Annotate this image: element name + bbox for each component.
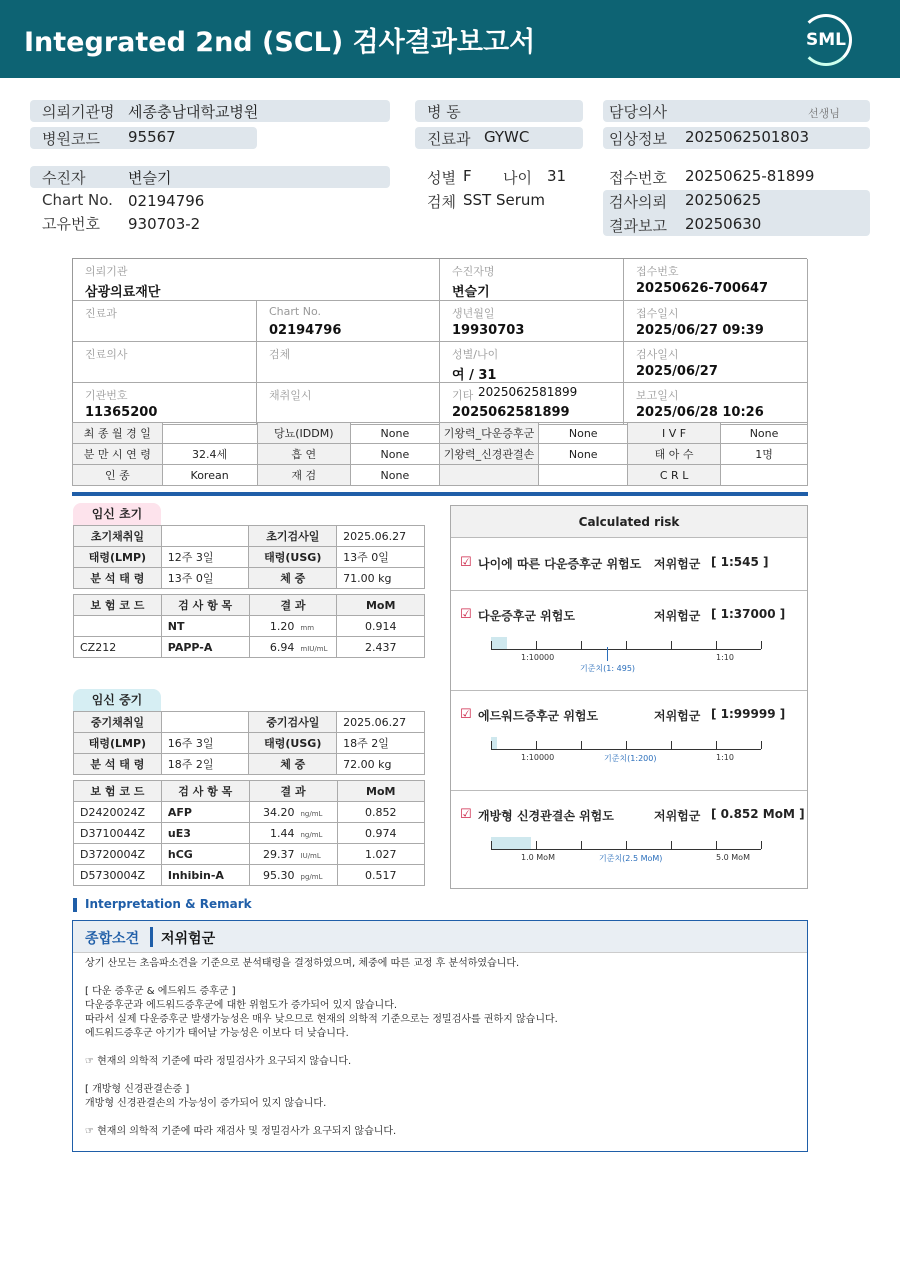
checkbox-icon: ☑ xyxy=(460,807,472,822)
info-cell: 초기검사일 xyxy=(249,526,337,547)
remark-line: 따라서 실제 다운증후군 발생가능성은 매우 낮으므로 현재의 의학적 기준으로는 정밀검사를 권하지 않습니다. xyxy=(85,1014,558,1025)
result-unit: pg/mL xyxy=(300,872,323,881)
result-code: D3720004Z xyxy=(74,844,162,865)
history-cell: 인 종 xyxy=(73,465,163,486)
result-value xyxy=(249,865,337,886)
result-code: D5730004Z xyxy=(74,865,162,886)
ino-label: 기관번호 xyxy=(85,389,128,402)
scale-reference-label: 기준치(1: 495) xyxy=(580,664,636,673)
info-cell: 18주 2일 xyxy=(161,754,249,775)
risk-tick xyxy=(671,641,672,649)
info-row xyxy=(74,568,425,589)
rdt-value: 2025/06/27 09:39 xyxy=(636,323,764,338)
history-row xyxy=(73,465,808,486)
info-row xyxy=(74,733,425,754)
risk-tick xyxy=(626,641,627,649)
result-row xyxy=(74,616,425,637)
result-number: 6.94 xyxy=(269,640,295,654)
spec-label: 검체 xyxy=(427,193,456,211)
inst-label: 의뢰기관명 xyxy=(42,103,115,121)
first-info-table xyxy=(73,525,425,589)
info-cell: 12주 3일 xyxy=(161,547,249,568)
info-cell: 체 중 xyxy=(249,754,337,775)
rcv-value: 20250625-81899 xyxy=(685,167,815,185)
result-row xyxy=(74,823,425,844)
result-header-row xyxy=(74,595,425,616)
result-mom: 0.974 xyxy=(337,823,425,844)
history-cell: None xyxy=(350,465,439,486)
scale-reference-label: 기준치(1:200) xyxy=(604,754,657,763)
risk-grade: 저위험군 xyxy=(654,609,701,623)
remark-line: ☞ 현재의 의학적 기준에 따라 재검사 및 정밀검사가 요구되지 않습니다. xyxy=(85,1126,397,1137)
risk-title: Calculated risk xyxy=(451,506,807,538)
risk-tick xyxy=(581,741,582,749)
result-number: 1.20 xyxy=(269,619,295,633)
risk-tick xyxy=(716,741,717,749)
org-value: 삼광의료재단 xyxy=(85,285,161,300)
result-header-cell: 보 험 코 드 xyxy=(74,781,162,802)
sex-value: F xyxy=(463,167,472,185)
etc-label: 기타 xyxy=(452,389,474,402)
risk-tick xyxy=(761,641,762,649)
history-cell: 재 검 xyxy=(257,465,350,486)
info-cell: 71.00 kg xyxy=(337,568,425,589)
risk-tick xyxy=(491,641,492,649)
scale-right-label: 5.0 MoM xyxy=(716,853,750,862)
risk-tick xyxy=(491,741,492,749)
ino-value: 11365200 xyxy=(85,405,158,420)
risk-tick xyxy=(671,841,672,849)
history-cell: 32.4세 xyxy=(162,444,257,465)
code-label: 병원코드 xyxy=(42,130,100,148)
divider xyxy=(72,492,808,496)
result-row xyxy=(74,802,425,823)
result-header-cell: MoM xyxy=(337,595,425,616)
risk-item xyxy=(451,691,807,791)
rno-label: 접수번호 xyxy=(636,265,679,278)
info-cell: 13주 0일 xyxy=(337,547,425,568)
remark-line: ☞ 현재의 의학적 기준에 따라 정밀검사가 요구되지 않습니다. xyxy=(85,1056,352,1067)
history-row xyxy=(73,423,808,444)
result-code: D3710044Z xyxy=(74,823,162,844)
history-cell: 당뇨(IDDM) xyxy=(257,423,350,444)
result-number: 29.37 xyxy=(263,847,295,861)
history-cell: 기왕력_다운증후군 xyxy=(439,423,539,444)
box-doc-label: 진료의사 xyxy=(85,348,128,361)
risk-grade: 저위험군 xyxy=(654,557,701,571)
etc-top-value: 2025062581899 xyxy=(478,385,578,399)
first-result-table xyxy=(73,594,425,658)
dob-value: 19930703 xyxy=(452,323,525,338)
report-title: Integrated 2nd (SCL) 검사결과보고서 xyxy=(24,27,536,58)
info-cell: 분 석 태 령 xyxy=(74,568,162,589)
sex-label: 성별 xyxy=(427,169,456,187)
risk-tick xyxy=(671,741,672,749)
doc-label: 담당의사 xyxy=(609,103,667,121)
risk-bar-fill xyxy=(491,637,507,649)
info-cell: 태령(LMP) xyxy=(74,547,162,568)
clin-value: 2025062501803 xyxy=(685,128,810,146)
history-cell: 흡 연 xyxy=(257,444,350,465)
risk-value: [ 1:37000 ] xyxy=(711,607,786,621)
col-label: 채취일시 xyxy=(269,389,312,402)
risk-grade: 저위험군 xyxy=(654,709,701,723)
pt-value: 변슬기 xyxy=(128,169,172,187)
age-value: 31 xyxy=(547,167,567,185)
remark-marker xyxy=(73,898,77,912)
result-header-cell: 결 과 xyxy=(249,595,337,616)
remark-result: 저위험군 xyxy=(161,931,216,947)
remark-line xyxy=(85,971,558,985)
risk-scale xyxy=(491,849,761,850)
remark-line: 다운증후군과 에드워드증후군에 대한 위험도가 증가되어 있지 않습니다. xyxy=(85,1000,398,1011)
history-table xyxy=(72,422,808,486)
info-cell: 16주 3일 xyxy=(161,733,249,754)
box-dept-label: 진료과 xyxy=(85,307,117,320)
result-value xyxy=(249,616,337,637)
history-cell: 분 만 시 연 령 xyxy=(73,444,163,465)
scale-right-label: 1:10 xyxy=(716,653,734,662)
remark-line: [ 다운 증후군 & 에드워드 증후군 ] xyxy=(85,986,236,997)
result-row xyxy=(74,844,425,865)
risk-scale xyxy=(491,749,761,750)
result-header-row xyxy=(74,781,425,802)
result-mom: 2.437 xyxy=(337,637,425,658)
history-cell: None xyxy=(721,423,808,444)
risk-bar-fill xyxy=(491,837,531,849)
result-value xyxy=(249,823,337,844)
history-cell: I V F xyxy=(628,423,721,444)
history-cell: 기왕력_신경관결손 xyxy=(439,444,539,465)
clin-label: 임상정보 xyxy=(609,130,667,148)
chart-label: Chart No. xyxy=(42,191,113,209)
risk-tick xyxy=(716,641,717,649)
info-cell xyxy=(161,712,249,733)
result-unit: ng/mL xyxy=(300,830,323,839)
result-header-cell: 보 험 코 드 xyxy=(74,595,162,616)
rcv-label: 접수번호 xyxy=(609,169,667,187)
risk-scale xyxy=(491,649,761,650)
history-row xyxy=(73,444,808,465)
risk-tick xyxy=(581,841,582,849)
info-cell: 2025.06.27 xyxy=(337,712,425,733)
risk-name: 에드워드증후군 위험도 xyxy=(478,709,599,723)
result-value xyxy=(249,802,337,823)
history-cell xyxy=(539,465,628,486)
result-item: PAPP-A xyxy=(161,637,249,658)
dept-label: 진료과 xyxy=(427,130,471,148)
org-label: 의뢰기관 xyxy=(85,265,128,278)
first-tag: 임신 초기 xyxy=(73,503,161,525)
box-chart-value: 02194796 xyxy=(269,323,342,338)
rpdt-value: 2025/06/28 10:26 xyxy=(636,405,764,420)
result-item: NT xyxy=(161,616,249,637)
result-row xyxy=(74,865,425,886)
history-cell: None xyxy=(539,444,628,465)
scale-left-label: 1:10000 xyxy=(521,653,555,662)
sml-logo: SML xyxy=(800,14,852,66)
dept-value: GYWC xyxy=(484,128,530,146)
info-cell: 2025.06.27 xyxy=(337,526,425,547)
sa-label: 성별/나이 xyxy=(452,348,499,361)
name-value: 변슬기 xyxy=(452,285,490,300)
result-item: AFP xyxy=(161,802,249,823)
info-cell: 중기채취일 xyxy=(74,712,162,733)
remark-line: [ 개방형 신경관결손증 ] xyxy=(85,1084,190,1095)
patient-box xyxy=(72,258,807,424)
checkbox-icon: ☑ xyxy=(460,607,472,622)
chart-value: 02194796 xyxy=(128,192,205,210)
info-cell: 태령(LMP) xyxy=(74,733,162,754)
result-code: CZ212 xyxy=(74,637,162,658)
risk-value: [ 1:99999 ] xyxy=(711,707,786,721)
uid-label: 고유번호 xyxy=(42,215,100,233)
tdt-label: 검사일시 xyxy=(636,348,679,361)
result-mom: 0.517 xyxy=(337,865,425,886)
history-cell xyxy=(439,465,539,486)
rpt-label: 결과보고 xyxy=(609,217,667,235)
result-unit: ng/mL xyxy=(300,809,323,818)
result-code: D2420024Z xyxy=(74,802,162,823)
info-cell: 태령(USG) xyxy=(249,733,337,754)
result-mom: 0.914 xyxy=(337,616,425,637)
remark-text xyxy=(85,957,558,1139)
risk-tick xyxy=(536,841,537,849)
result-mom: 0.852 xyxy=(337,802,425,823)
second-info-table xyxy=(73,711,425,775)
rdt-label: 접수일시 xyxy=(636,307,679,320)
age-label: 나이 xyxy=(503,169,532,187)
rno-value: 20250626-700647 xyxy=(636,281,769,296)
result-header-cell: MoM xyxy=(337,781,425,802)
risk-name: 나이에 따른 다운증후군 위험도 xyxy=(478,557,642,571)
risk-tick xyxy=(716,841,717,849)
history-cell xyxy=(721,465,808,486)
result-code xyxy=(74,616,162,637)
remark-section: Interpretation & Remark xyxy=(85,897,252,911)
inst-value: 세종충남대학교병원 xyxy=(128,103,259,121)
risk-tick xyxy=(536,741,537,749)
risk-item xyxy=(451,591,807,691)
pt-label: 수진자 xyxy=(42,169,86,187)
result-unit: IU/mL xyxy=(300,851,321,860)
remark-line xyxy=(85,1069,558,1083)
scale-left-label: 1.0 MoM xyxy=(521,853,555,862)
info-cell: 초기채취일 xyxy=(74,526,162,547)
result-unit: mIU/mL xyxy=(300,644,328,653)
scale-reference-label: 기준치(2.5 MoM) xyxy=(599,854,663,863)
risk-value: [ 0.852 MoM ] xyxy=(711,807,805,821)
second-result-table xyxy=(73,780,425,886)
spec-value: SST Serum xyxy=(463,191,546,209)
history-cell: 태 아 수 xyxy=(628,444,721,465)
req-label: 검사의뢰 xyxy=(609,193,667,211)
history-cell: Korean xyxy=(162,465,257,486)
checkbox-icon: ☑ xyxy=(460,707,472,722)
risk-name: 다운증후군 위험도 xyxy=(478,609,575,623)
info-cell: 13주 0일 xyxy=(161,568,249,589)
history-cell: 최 종 월 경 일 xyxy=(73,423,163,444)
result-header-cell: 검 사 항 목 xyxy=(161,595,249,616)
doc-suffix: 선생님 xyxy=(808,107,840,120)
etc-value: 2025062581899 xyxy=(452,405,570,420)
info-row xyxy=(74,547,425,568)
info-row xyxy=(74,526,425,547)
risk-tick xyxy=(536,641,537,649)
info-cell: 체 중 xyxy=(249,568,337,589)
result-number: 95.30 xyxy=(263,868,295,882)
rpdt-label: 보고일시 xyxy=(636,389,679,402)
remark-line: 에드워드증후군 아기가 태어날 가능성은 이보다 더 낮습니다. xyxy=(85,1028,349,1039)
risk-item xyxy=(451,791,807,891)
history-cell: 1명 xyxy=(721,444,808,465)
info-cell: 태령(USG) xyxy=(249,547,337,568)
history-cell: None xyxy=(539,423,628,444)
sa-value: 여 / 31 xyxy=(452,368,497,383)
box-spec-label: 검체 xyxy=(269,348,291,361)
second-tag: 임신 중기 xyxy=(73,689,161,711)
info-row xyxy=(74,712,425,733)
result-mom: 1.027 xyxy=(337,844,425,865)
risk-tick xyxy=(491,841,492,849)
uid-value: 930703-2 xyxy=(128,215,201,233)
result-unit: mm xyxy=(300,623,315,632)
risk-tick xyxy=(626,741,627,749)
info-cell: 72.00 kg xyxy=(337,754,425,775)
risk-grade: 저위험군 xyxy=(654,809,701,823)
rpt-value: 20250630 xyxy=(685,215,762,233)
risk-tick xyxy=(761,841,762,849)
req-value: 20250625 xyxy=(685,191,762,209)
history-cell: None xyxy=(350,444,439,465)
result-value xyxy=(249,637,337,658)
risk-name: 개방형 신경관결손 위험도 xyxy=(478,809,614,823)
result-header-cell: 검 사 항 목 xyxy=(161,781,249,802)
code-value: 95567 xyxy=(128,128,176,146)
risk-item xyxy=(451,539,807,591)
remark-line xyxy=(85,1111,558,1125)
history-cell xyxy=(162,423,257,444)
risk-panel xyxy=(450,505,808,889)
result-item: Inhibin-A xyxy=(161,865,249,886)
remark-line: 상기 산모는 초음파소견을 기준으로 분석태령을 결정하였으며, 체중에 따른 교정 후 분석하였습니다. xyxy=(85,958,520,969)
result-row xyxy=(74,637,425,658)
remark-label: 종합소견 xyxy=(85,931,140,947)
history-cell: C R L xyxy=(628,465,721,486)
reference-marker xyxy=(607,647,608,661)
info-row xyxy=(74,754,425,775)
remark-line: 개방형 신경관결손의 가능성이 증가되어 있지 않습니다. xyxy=(85,1098,327,1109)
remark-line xyxy=(85,1041,558,1055)
history-cell: None xyxy=(350,423,439,444)
result-value xyxy=(249,844,337,865)
risk-value: [ 1:545 ] xyxy=(711,555,769,569)
result-header-cell: 결 과 xyxy=(249,781,337,802)
result-number: 34.20 xyxy=(263,805,295,819)
remark-bar xyxy=(150,927,153,947)
scale-right-label: 1:10 xyxy=(716,753,734,762)
info-cell: 중기검사일 xyxy=(249,712,337,733)
risk-tick xyxy=(581,641,582,649)
scale-left-label: 1:10000 xyxy=(521,753,555,762)
info-cell: 18주 2일 xyxy=(337,733,425,754)
result-item: uE3 xyxy=(161,823,249,844)
result-item: hCG xyxy=(161,844,249,865)
dob-label: 생년월일 xyxy=(452,307,495,320)
info-cell xyxy=(161,526,249,547)
result-number: 1.44 xyxy=(270,826,295,840)
tdt-value: 2025/06/27 xyxy=(636,364,718,379)
checkbox-icon: ☑ xyxy=(460,555,472,570)
info-cell: 분 석 태 령 xyxy=(74,754,162,775)
risk-tick xyxy=(761,741,762,749)
remark-box xyxy=(72,920,808,1152)
name-label: 수진자명 xyxy=(452,265,495,278)
risk-tick xyxy=(626,841,627,849)
box-chart-label: Chart No. xyxy=(269,305,321,318)
ward-label: 병 동 xyxy=(427,103,461,121)
